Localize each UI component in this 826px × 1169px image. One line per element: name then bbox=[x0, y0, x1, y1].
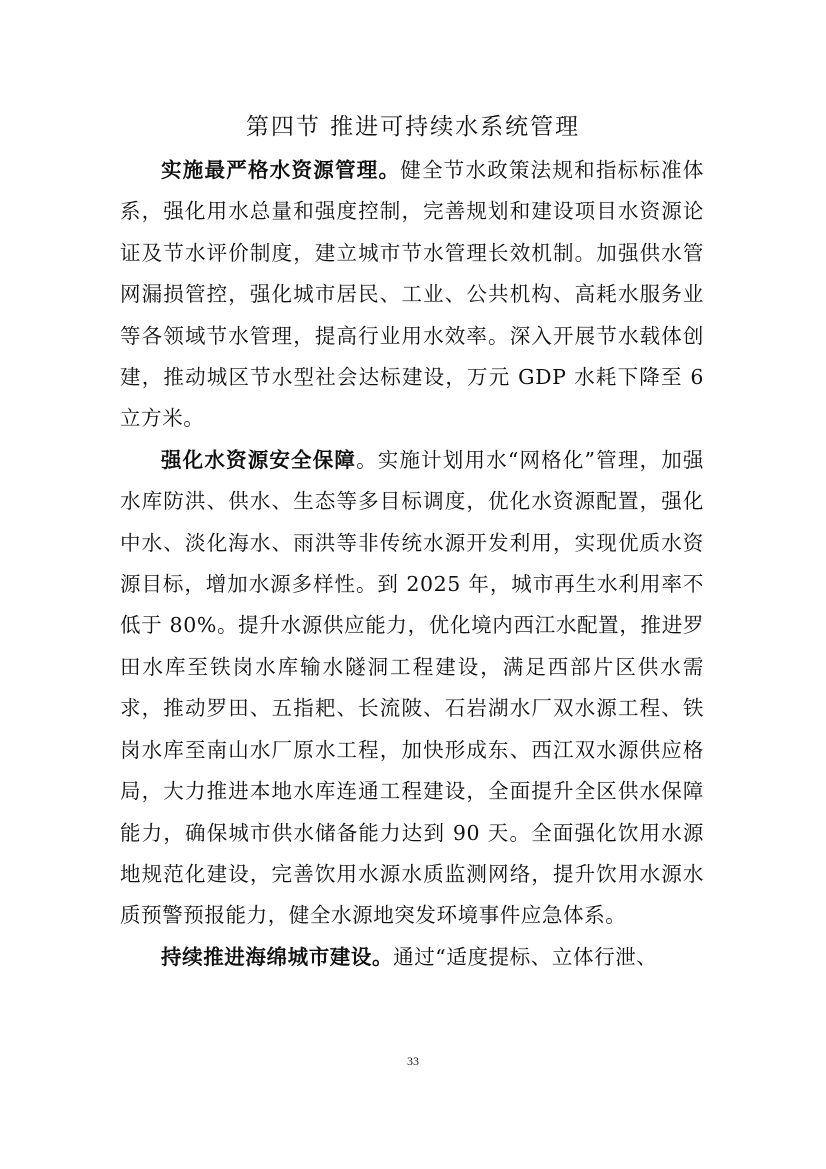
paragraph-text: 。实施计划用水“网格化”管理，加强水库防洪、供水、生态等多目标调度，优化水资源配置，强化中水、淡化海水、雨洪等非传统水源开发利用，实现优质水资源目标，增加水源多样性。到 2025 年，城市再生水利用率不低于 80%。提升水源供应能力，优化境内西江水配置，推进罗田水库至铁岗水库输水隧洞工程建设，满足西部片区供水需求，推动罗田、五指耙、长流陂、石岩湖水厂双水源工程、铁岗水库至南山水厂原水工程，加快形成东、西江双水源供应格局，大力推进本地水库连通工程建设，全面提升全区供水保障能力，确保城市供水储备能力达到 90 天。全面强化饮用水源地规范化建设，完善饮用水源水质监测网络，提升饮用水源水质预警预报能力，健全水源地突发环境事件应急体系。 bbox=[120, 447, 704, 928]
paragraph-lead: 强化水资源安全保障 bbox=[161, 447, 357, 472]
paragraph-water-security bbox=[120, 440, 704, 937]
paragraph-text: 健全节水政策法规和指标标准体系，强化用水总量和强度控制，完善规划和建设项目水资源论证及节水评价制度，建立城市节水管理长效机制。加强供水管网漏损管控，强化城市居民、工业、公共机构、高耗水服务业等各领域节水管理，提高行业用水效率。深入开展节水载体创建，推动城区节水型社会达标建设，万元 GDP 水耗下降至 6 立方米。 bbox=[120, 158, 704, 431]
paragraph-sponge-city bbox=[120, 937, 704, 978]
body-text bbox=[120, 150, 704, 978]
paragraph-water-resource-management bbox=[120, 150, 704, 440]
section-title: 第四节 推进可持续水系统管理 bbox=[245, 114, 581, 140]
paragraph-lead: 实施最严格水资源管理。 bbox=[161, 158, 401, 182]
paragraph-text: 通过“适度提标、立体行泄、 bbox=[393, 944, 658, 969]
page-number: 33 bbox=[407, 1054, 419, 1068]
paragraph-lead: 持续推进海绵城市建设。 bbox=[161, 944, 394, 969]
